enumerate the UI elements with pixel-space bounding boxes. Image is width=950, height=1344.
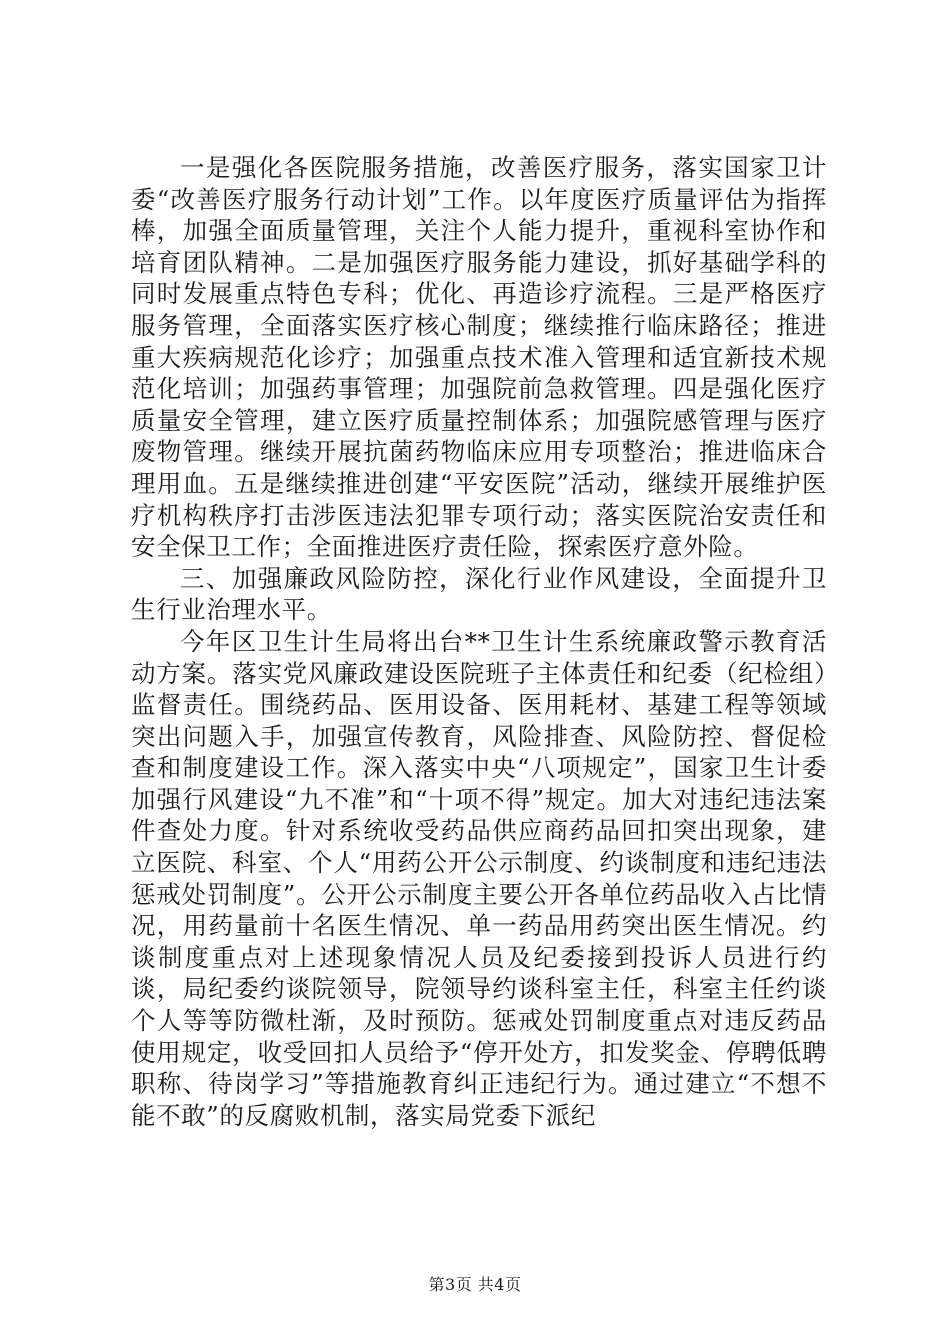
document-body [131, 152, 827, 1131]
paragraph-integrity-risk: 今年区卫生计生局将出台**卫生计生系统廉政警示教育活动方案。落实党风廉政建设医院班子主体责任和纪委（纪检组）监督责任。围绕药品、医用设备、医用耗材、基建工程等领域突出问题入手，加强宣传教育，风险排查、风险防控、督促检查和制度建设工作。深入落实中央“八项规定”，国家卫生计委加强行风建设“九不准”和“十项不得”规定。加大对违纪违法案件查处力度。针对系统收受药品供应商药品回扣突出现象，建立医院、科室、个人“用药公开公示制度、约谈制度和违纪违法惩戒处罚制度”。公开公示制度主要公开各单位药品收入占比情况，用药量前十名医生情况、单一药品用药突出医生情况。约谈制度重点对上述现象情况人员及纪委接到投诉人员进行约谈，局纪委约谈院领导，院领导约谈科室主任，科室主任约谈个人等等防微杜渐，及时预防。惩戒处罚制度重点对违反药品使用规定，收受回扣人员给予“停开处方，扣发奖金、停聘低聘职称、待岗学习”等措施教育纠正违纪行为。通过建立“不想不能不敢”的反腐败机制，落实局党委下派纪 [131, 626, 827, 1130]
paragraph-section-heading: 三、加强廉政风险防控，深化行业作风建设，全面提升卫生行业治理水平。 [131, 563, 827, 625]
paragraph-service-measures: 一是强化各医院服务措施，改善医疗服务，落实国家卫计委“改善医疗服务行动计划”工作。以年度医疗质量评估为指挥棒，加强全面质量管理，关注个人能力提升，重视科室协作和培育团队精神。二是加强医疗服务能力建设，抓好基础学科的同时发展重点特色专科；优化、再造诊疗流程。三是严格医疗服务管理，全面落实医疗核心制度；继续推行临床路径；推进重大疾病规范化诊疗；加强重点技术准入管理和适宜新技术规范化培训；加强药事管理；加强院前急救管理。四是强化医疗质量安全管理，建立医疗质量控制体系；加强院感管理与医疗废物管理。继续开展抗菌药物临床应用专项整治；推进临床合理用血。五是继续推进创建“平安医院”活动，继续开展维护医疗机构秩序打击涉医违法犯罪专项行动；落实医院治安责任和安全保卫工作；全面推进医疗责任险，探索医疗意外险。 [131, 153, 827, 562]
page-footer: 第3页 共4页 [428, 1275, 522, 1294]
